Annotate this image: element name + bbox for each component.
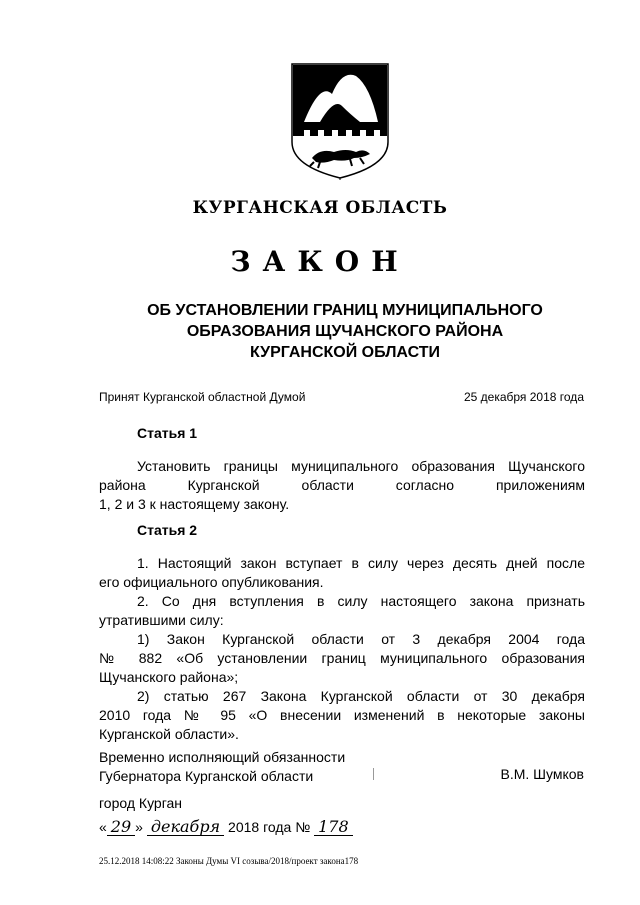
law-title	[100, 300, 590, 363]
handwritten-number: 178	[314, 819, 353, 836]
text-line: 2) статью 267 Закона Курганской области от 30 декабря	[137, 688, 585, 704]
text-line: Установить границы муниципального образования Щучанского	[137, 458, 585, 474]
position-line: Губернатора Курганской области	[99, 768, 314, 784]
article-2-heading: Статья 2	[137, 522, 198, 538]
text-line: 2. Со дня вступления в силу настоящего закона признать	[137, 593, 585, 609]
article-1-heading: Статья 1	[137, 425, 198, 441]
adoption-date: 25 декабря 2018 года	[463, 390, 584, 404]
text-line: 1) Закон Курганской области от 3 декабря 2004 года	[137, 631, 585, 647]
place-of-signing: город Курган	[99, 795, 183, 811]
signatory-name: В.М. Шумков	[500, 766, 584, 782]
text-line: 1, 2 и 3 к настоящему закону.	[99, 496, 290, 512]
article-1-text	[99, 457, 585, 514]
enactment-line	[99, 819, 353, 836]
text-line: Щучанского района»;	[99, 669, 239, 685]
year-text: 2018 года №	[228, 819, 311, 835]
text-line: района Курганской области согласно приложениям	[99, 477, 585, 493]
coat-of-arms-icon	[290, 62, 390, 180]
law-title-line: ОБРАЗОВАНИЯ ЩУЧАНСКОГО РАЙОНА	[186, 323, 504, 340]
text-line: утратившими силу:	[99, 612, 224, 628]
position-line: Временно исполняющий обязанности	[99, 749, 346, 765]
signature-mark	[373, 768, 374, 780]
handwritten-month: декабря	[147, 819, 224, 836]
region-name: КУРГАНСКАЯ ОБЛАСТЬ	[192, 198, 448, 218]
open-quote: «	[99, 819, 107, 835]
law-title-line: ОБ УСТАНОВЛЕНИИ ГРАНИЦ МУНИЦИПАЛЬНОГО	[147, 302, 543, 319]
adopted-by: Принят Курганской областной Думой	[99, 390, 306, 404]
file-footer: 25.12.2018 14:08:22 Законы Думы VI созыва/2018/проект закона178	[99, 856, 359, 866]
document-type: ЗАКОН	[230, 245, 410, 278]
signatory-position	[99, 748, 345, 786]
text-line: Курганской области».	[99, 726, 239, 742]
law-title-line: КУРГАНСКОЙ ОБЛАСТИ	[249, 344, 441, 361]
text-line: его официального опубликования.	[99, 574, 324, 590]
text-line: 1. Настоящий закон вступает в силу через десять дней после	[137, 555, 585, 571]
text-line: 2010 года № 95 «О внесении изменений в некоторые законы	[99, 707, 585, 723]
handwritten-day: 29	[107, 819, 135, 836]
close-quote: »	[135, 819, 143, 835]
text-line: № 882 «Об установлении границ муниципального образования	[99, 650, 585, 666]
article-2-text	[99, 554, 585, 744]
